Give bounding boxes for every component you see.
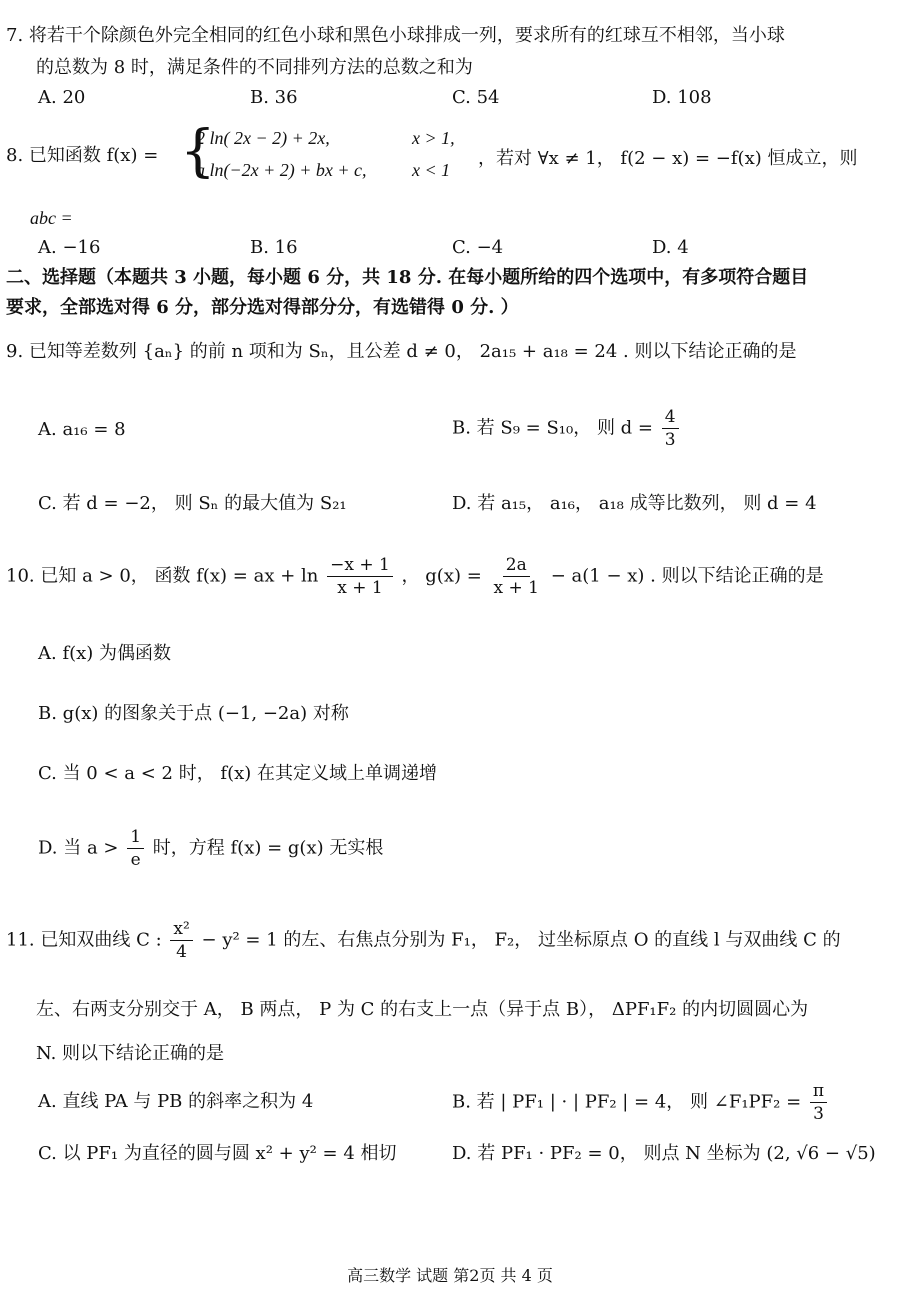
q10-option-d <box>38 826 383 871</box>
q8-line2: abc = <box>30 208 73 228</box>
q8-piecewise-brace: { <box>180 119 216 184</box>
q9-option-c: C. 若 d = −2， 则 Sₙ 的最大值为 S₂₁ <box>38 493 347 514</box>
q10-option-a: A. f(x) 为偶函数 <box>38 643 172 664</box>
q7-option-b: B. 36 <box>250 87 298 108</box>
q7-stem-line2: 的总数为 8 时，满足条件的不同排列方法的总数之和为 <box>36 57 473 78</box>
q11-stem-pre: 11. 已知双曲线 C : <box>6 929 162 951</box>
q10-option-c: C. 当 0 < a < 2 时， f(x) 在其定义域上单调递增 <box>38 763 438 784</box>
q9-option-b-denominator: 3 <box>664 430 676 450</box>
q11-stem-line2: 左、右两支分别交于 A， B 两点， P 为 C 的右支上一点（异于点 B）， ΔPF₁F₂ 的内切圆圆心为 <box>36 999 809 1020</box>
section2-heading-line2: 要求，全部选对得 6 分，部分选对得部分分，有选错得 0 分. ） <box>6 297 519 318</box>
q8-piece1: 2 ln( 2x − 2) + 2x, <box>196 128 330 148</box>
q10-fraction-1-denominator: x + 1 <box>337 578 383 598</box>
q8-cond1: x > 1, <box>412 128 455 148</box>
section2-heading-line1: 二、选择题（本题共 3 小题，每小题 6 分，共 18 分. 在每小题所给的四个选项中，有多项符合题目 <box>6 267 809 288</box>
q10-option-d-fraction <box>127 826 144 871</box>
q8-option-a: A. −16 <box>38 237 101 258</box>
q11-option-d: D. 若 PF₁ · PF₂ = 0， 则点 N 坐标为 (2, √6 − √5) <box>452 1143 876 1164</box>
q10-fraction-1 <box>327 554 393 599</box>
q11-option-b-numerator: π <box>810 1080 827 1103</box>
q10-stem-mid: ， g(x) = <box>401 565 482 587</box>
q11-stem-line3: N. 则以下结论正确的是 <box>36 1043 225 1064</box>
q11-option-b <box>452 1080 830 1125</box>
q9-option-b-fraction <box>662 406 679 451</box>
q10-fraction-1-numerator: −x + 1 <box>327 554 393 577</box>
q8-option-d: D. 4 <box>652 237 689 258</box>
q8-option-b: B. 16 <box>250 237 298 258</box>
q8-piece2: a ln(−2x + 2) + bx + c, <box>196 160 367 180</box>
page-footer: 高三数学 试题 第2页 共 4 页 <box>347 1266 553 1285</box>
q9-option-a: A. a₁₆ = 8 <box>38 419 126 440</box>
q11-option-c: C. 以 PF₁ 为直径的圆与圆 x² + y² = 4 相切 <box>38 1143 397 1164</box>
q10-option-d-denominator: e <box>130 850 141 870</box>
q9-option-b <box>452 406 682 451</box>
q10-option-d-pre: D. 当 a > <box>38 837 119 859</box>
q11-option-a: A. 直线 PA 与 PB 的斜率之积为 4 <box>38 1091 314 1112</box>
q9-option-b-numerator: 4 <box>662 406 679 429</box>
q11-option-b-denominator: 3 <box>813 1104 824 1124</box>
q10-stem-post: − a(1 − x) . 则以下结论正确的是 <box>550 565 824 587</box>
q10-fraction-2-denominator: x + 1 <box>493 578 539 598</box>
q10-fraction-2-numerator: 2a <box>503 554 530 577</box>
q7-option-c: C. 54 <box>452 87 500 108</box>
q9-stem: 9. 已知等差数列 {aₙ} 的前 n 项和为 Sₙ，且公差 d ≠ 0， 2a₁₅ + a₁₈ = 24 . 则以下结论正确的是 <box>6 341 797 362</box>
q11-option-b-text: B. 若 | PF₁ | · | PF₂ | = 4， 则 ∠F₁PF₂ = <box>452 1091 802 1113</box>
q11-option-b-fraction <box>810 1080 827 1125</box>
q10-option-d-numerator: 1 <box>127 826 144 849</box>
q10-option-b: B. g(x) 的图象关于点 (−1, −2a) 对称 <box>38 703 349 724</box>
q10-stem-pre: 10. 已知 a > 0， 函数 f(x) = ax + ln <box>6 565 319 587</box>
q11-fraction <box>170 918 192 963</box>
q8-lead: 8. 已知函数 f(x) = <box>6 145 159 166</box>
q11-fraction-numerator: x² <box>170 918 192 941</box>
q11-stem-line1 <box>6 918 841 963</box>
q8-cond2: x < 1 <box>412 160 451 180</box>
q9-option-b-text: B. 若 S₉ = S₁₀， 则 d = <box>452 417 653 439</box>
q11-fraction-denominator: 4 <box>176 942 187 962</box>
q8-condition: ，若对 ∀x ≠ 1， f(2 − x) = −f(x) 恒成立，则 <box>478 148 858 169</box>
q11-stem-post: − y² = 1 的左、右焦点分别为 F₁， F₂， 过坐标原点 O 的直线 l 与双曲线 C 的 <box>201 929 841 951</box>
q10-option-d-post: 时，方程 f(x) = g(x) 无实根 <box>152 837 384 859</box>
q9-option-d: D. 若 a₁₅， a₁₆， a₁₈ 成等比数列， 则 d = 4 <box>452 493 817 514</box>
q8-option-c: C. −4 <box>452 237 504 258</box>
q7-stem-line1: 7. 将若干个除颜色外完全相同的红色小球和黑色小球排成一列，要求所有的红球互不相邻，当小球 <box>6 25 785 46</box>
q7-option-a: A. 20 <box>38 87 86 108</box>
q7-option-d: D. 108 <box>652 87 712 108</box>
q10-fraction-2 <box>491 554 542 599</box>
q10-stem <box>6 554 824 599</box>
